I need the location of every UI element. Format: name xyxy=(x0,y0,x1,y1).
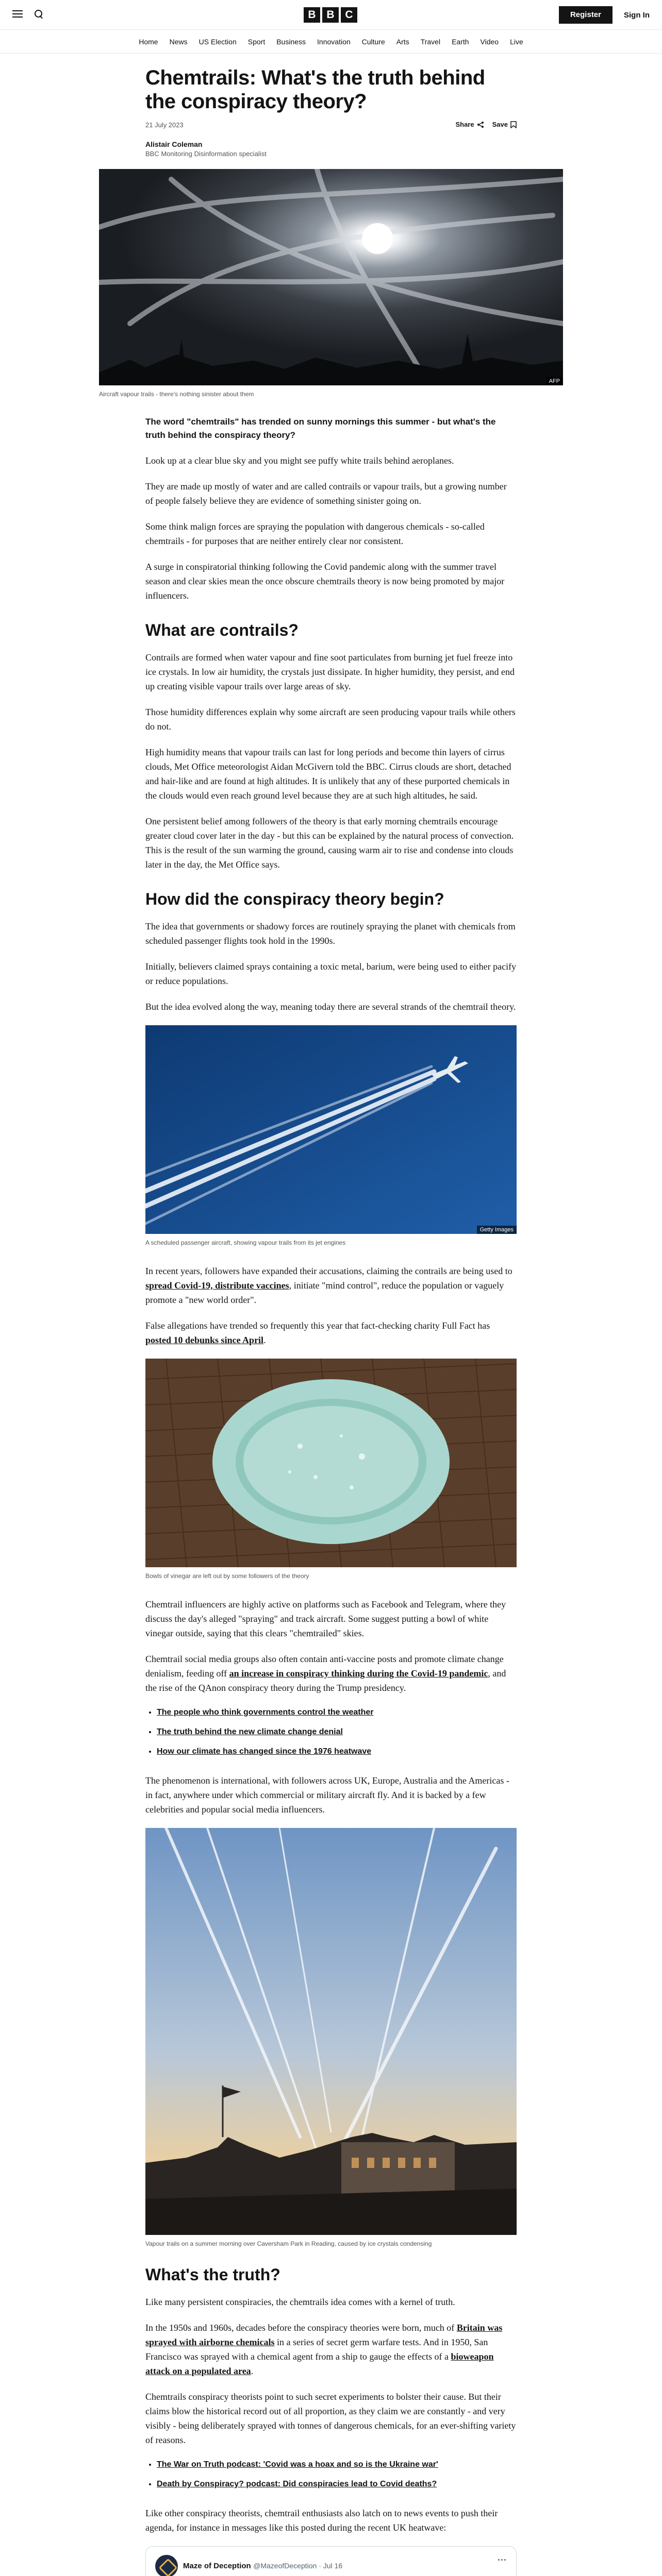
related-link[interactable]: • The truth behind the new climate change denial xyxy=(157,1726,517,1738)
tweet-author xyxy=(183,2562,342,2571)
paragraph xyxy=(145,1264,517,1307)
search-icon[interactable] xyxy=(34,9,43,19)
paragraph: Contrails are formed when water vapour and fine soot particulates from burning jet fuel freeze into ice crystals. In low air humidity, the crystals just dissipate. In higher humidity, they persist, and end up creating visible vapour trails over large areas of sky. xyxy=(145,652,515,691)
nav-item-home[interactable]: Home xyxy=(139,37,158,46)
paragraph: High humidity means that vapour trails can last for long periods and become thin layers of cirrus clouds, Met Office meteorologist Aidan McGivern told the BBC. Cirrus clouds are short, detached and hair-like and are found at high altitudes. It is unlikely that any of these purported chemicals in the clouds would even reach ground level because they are at such high altitudes, he said. xyxy=(145,747,511,801)
hero-sky-photo xyxy=(99,169,563,385)
logo-letter: B xyxy=(322,7,339,23)
nav-item-culture[interactable]: Culture xyxy=(361,37,385,46)
hero-credit: AFP xyxy=(546,377,563,385)
text: , initiate "mind control", reduce the population or vaguely promote a "new world order". xyxy=(145,1280,504,1305)
paragraph: But the idea evolved along the way, meaning today there are several strands of the chemtrail theory. xyxy=(145,1002,516,1012)
text: . xyxy=(251,2366,254,2376)
paragraph: They are made up mostly of water and are called contrails or vapour trails, but a growing number of people falsely believe they are evidence of something sinister going on. xyxy=(145,481,507,506)
hero-caption: Aircraft vapour trails - there's nothing sinister about them xyxy=(99,391,254,398)
text: . xyxy=(263,1335,266,1345)
tweet-name: Maze of Deception xyxy=(183,2562,251,2570)
plane-image xyxy=(145,1025,517,1234)
podcast-links xyxy=(157,2459,517,2490)
share-save-group xyxy=(455,121,517,128)
plane-credit: Getty Images xyxy=(477,1226,517,1234)
full-fact-link[interactable]: posted 10 debunks since April xyxy=(145,1335,264,1345)
more-options-icon: ··· xyxy=(498,2555,507,2565)
bowl-image xyxy=(145,1359,517,1567)
nav-item-earth[interactable]: Earth xyxy=(452,37,469,46)
paragraph: One persistent belief among followers of the theory is that early morning chemtrails encourage greater cloud cover later in the day - but this can be explained by the natural process of convection. This is the result of the sun warming the ground, causing warm air to rise and condense into clouds later in the day, the Met Office says. xyxy=(145,816,514,870)
article-date: 21 July 2023 xyxy=(145,121,184,129)
nav-item-travel[interactable]: Travel xyxy=(420,37,441,46)
vinegar-bowl-photo xyxy=(145,1359,517,1567)
top-bar-left xyxy=(12,9,43,19)
podcast-link[interactable]: • Death by Conspiracy? podcast: Did conspiracies lead to Covid deaths? xyxy=(157,2478,517,2490)
paragraph xyxy=(145,1652,517,1695)
sign-in-link[interactable]: Sign In xyxy=(624,10,650,20)
paragraph: Chemtrails conspiracy theorists point to such secret experiments to bolster their cause. But their claims blow the historical record out of all proportion, as they claim we are constantly - and very visibly - being deliberately sprayed with tonnes of dangerous chemicals, for an ever-shifting variety of reasons. xyxy=(145,2392,516,2445)
share-icon xyxy=(477,121,484,128)
bowl-caption: Bowls of vinegar are left out by some followers of the theory xyxy=(145,1572,309,1580)
embedded-tweet xyxy=(145,2546,517,2576)
text: Chemtrail social media groups also often contain anti-vaccine posts and promote climate change denialism, feeding off xyxy=(145,1654,504,1679)
nav-item-arts[interactable]: Arts xyxy=(396,37,409,46)
paragraph: Those humidity differences explain why some aircraft are seen producing vapour trails while others do not. xyxy=(145,707,516,732)
lead-paragraph: The word "chemtrails" has trended on sunny mornings this summer - but what's the truth behind the conspiracy theory? xyxy=(145,417,496,440)
related-links xyxy=(157,1706,517,1758)
paragraph: Some think malign forces are spraying the population with dangerous chemicals - so-called chemtrails - for purposes that are neither entirely clear nor consistent. xyxy=(145,521,485,546)
heading-truth: What's the truth? xyxy=(145,2265,280,2284)
author-role: BBC Monitoring Disinformation specialist xyxy=(145,150,267,158)
podcast-link[interactable]: • The War on Truth podcast: 'Covid was a hoax and so is the Ukraine war' xyxy=(157,2459,517,2471)
paragraph: The phenomenon is international, with followers across UK, Europe, Australia and the Americas - in fact, anywhere under which commercial or military aircraft fly. And it is backed by a few celebrities and popular social media influencers. xyxy=(145,1775,509,1815)
plane-caption: A scheduled passenger aircraft, showing vapour trails from its jet engines xyxy=(145,1239,346,1246)
share-button[interactable] xyxy=(455,121,484,128)
article-meta xyxy=(145,121,517,133)
bbc-logo[interactable] xyxy=(304,7,357,23)
article xyxy=(99,66,560,2576)
hero-image xyxy=(99,169,563,385)
nav-item-us-election[interactable]: US Election xyxy=(198,37,237,46)
britain-sprayed-link[interactable]: Britain was sprayed with airborne chemicals xyxy=(145,2323,503,2347)
bioweapon-link[interactable]: bioweapon attack on a populated area xyxy=(145,2351,494,2376)
main-nav xyxy=(0,30,662,54)
logo-letter: B xyxy=(304,7,320,23)
paragraph: Like other conspiracy theorists, chemtrail enthusiasts also latch on to news events to push their agenda, for instance in messages like this posted during the recent UK heatwave: xyxy=(145,2508,498,2533)
paragraph: A surge in conspiratorial thinking following the Covid pandemic along with the summer travel season and clear skies mean the once obscure chemtrails theory is now being promoted by major influencers. xyxy=(145,562,505,601)
paragraph xyxy=(145,2320,517,2378)
nav-item-innovation[interactable]: Innovation xyxy=(317,37,351,46)
nav-item-sport[interactable]: Sport xyxy=(247,37,266,46)
tweet-header xyxy=(155,2555,507,2576)
top-bar xyxy=(0,0,662,30)
nav-item-business[interactable]: Business xyxy=(276,37,306,46)
text: In the 1950s and 1960s, decades before the conspiracy theories were born, much of xyxy=(145,2323,457,2333)
text: In recent years, followers have expanded their accusations, claiming the contrails are being used to xyxy=(145,1266,512,1276)
related-link[interactable]: • How our climate has changed since the 1976 heatwave xyxy=(157,1745,517,1758)
text: False allegations have trended so frequently this year that fact-checking charity Full Fact has xyxy=(145,1320,490,1331)
bookmark-icon xyxy=(510,121,517,128)
caversham-caption: Vapour trails on a summer morning over Caversham Park in Reading, caused by ice crystals condensing xyxy=(145,2240,432,2247)
paragraph: Like many persistent conspiracies, the chemtrails idea comes with a kernel of truth. xyxy=(145,2297,455,2307)
paragraph: Look up at a clear blue sky and you might see puffy white trails behind aeroplanes. xyxy=(145,455,454,466)
register-button[interactable]: Register xyxy=(559,6,613,24)
top-bar-right xyxy=(559,6,650,24)
caversham-sky-photo xyxy=(145,1828,517,2235)
tweet-avatar xyxy=(155,2555,178,2576)
nav-item-video[interactable]: Video xyxy=(480,37,499,46)
save-label: Save xyxy=(492,121,508,128)
tweet-handle: @MazeofDeception · Jul 16 xyxy=(253,2562,343,2570)
conspiracy-pandemic-link[interactable]: an increase in conspiracy thinking during the Covid-19 pandemic xyxy=(229,1668,488,1679)
related-link[interactable]: • The people who think governments control the weather xyxy=(157,1706,517,1719)
caversham-image xyxy=(145,1828,517,2235)
heading-begin: How did the conspiracy theory begin? xyxy=(145,890,444,908)
nav-item-news[interactable]: News xyxy=(169,37,188,46)
paragraph: Initially, believers claimed sprays containing a toxic metal, barium, were being used to either pacify or reduce populations. xyxy=(145,961,517,986)
logo-letter: C xyxy=(341,7,357,23)
text: , and the rise of the QAnon conspiracy theory during the Trump presidency. xyxy=(145,1668,506,1693)
save-button[interactable] xyxy=(492,121,517,128)
heading-contrails: What are contrails? xyxy=(145,621,299,639)
paragraph xyxy=(145,1318,517,1347)
share-label: Share xyxy=(455,121,474,128)
covid-vaccines-link[interactable]: spread Covid-19, distribute vaccines xyxy=(145,1280,289,1291)
paragraph: The idea that governments or shadowy forces are routinely spraying the planet with chemicals from scheduled passenger flights took hold in the 1990s. xyxy=(145,921,516,946)
nav-item-live[interactable]: Live xyxy=(510,37,523,46)
plane-photo xyxy=(145,1025,517,1234)
menu-icon[interactable] xyxy=(12,10,23,18)
text: in a series of secret germ warfare tests. And in 1950, San Francisco was sprayed with a chemical agent from a ship to gauge the effects of a xyxy=(145,2337,488,2362)
article-title: Chemtrails: What's the truth behind the conspiracy theory? xyxy=(145,66,485,113)
author-name[interactable]: Alistair Coleman xyxy=(145,140,203,148)
paragraph: Chemtrail influencers are highly active on platforms such as Facebook and Telegram, where they discuss the day's alleged "spraying" and track aircraft. Some suggest putting a bowl of white vinegar outside, saying that this clears "chemtrailed" skies. xyxy=(145,1599,506,1638)
